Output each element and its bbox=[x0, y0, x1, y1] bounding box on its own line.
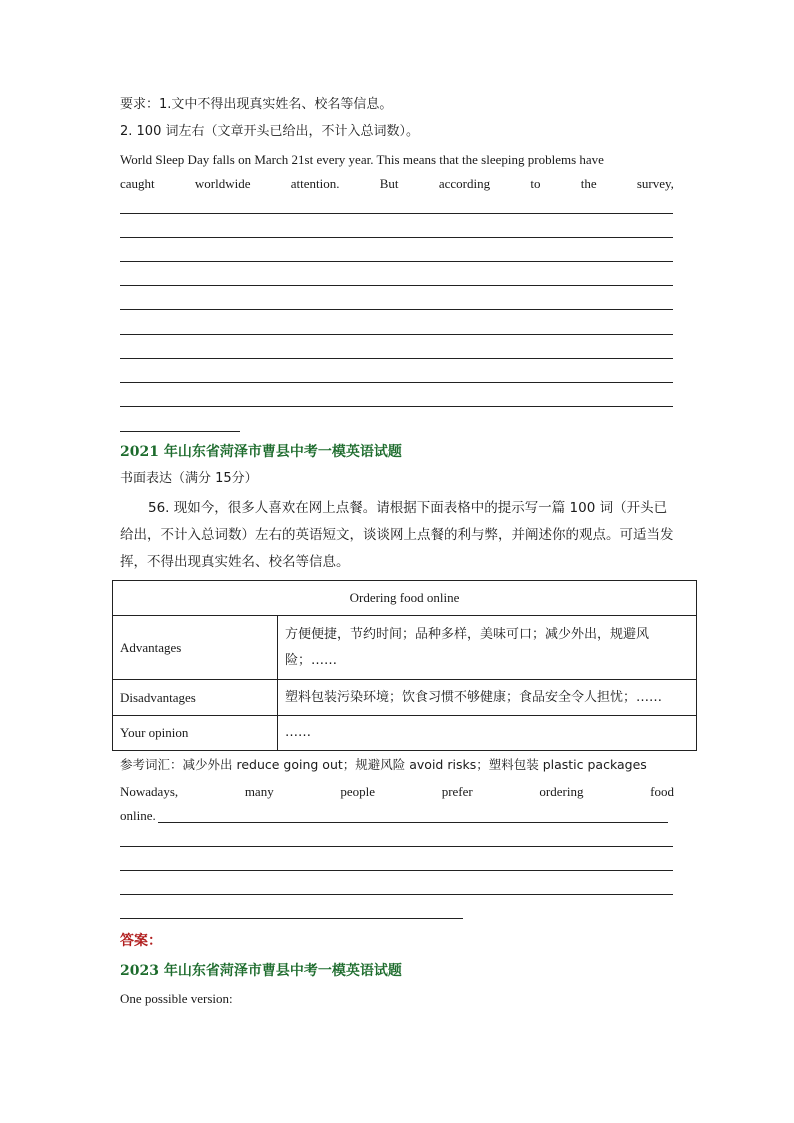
writing-line bbox=[120, 213, 673, 214]
opening-word: prefer bbox=[441, 784, 473, 799]
hint-table bbox=[112, 580, 697, 751]
requirement-line-2: 2. 100 词左右（文章开头已给出，不计入总词数）。 bbox=[120, 124, 419, 139]
writing-line bbox=[120, 309, 673, 310]
vocab-hint: 参考词汇：减少外出 reduce going out；规避风险 avoid risks；塑料包装 plastic packages bbox=[120, 757, 647, 772]
prompt-word: worldwide bbox=[194, 176, 251, 191]
prompt-word: survey, bbox=[636, 176, 674, 191]
opening-word: many bbox=[244, 784, 274, 799]
essay-opening-line-2: online. bbox=[120, 808, 156, 823]
writing-line bbox=[120, 894, 673, 895]
sample-intro: One possible version: bbox=[120, 991, 233, 1006]
writing-line bbox=[120, 285, 673, 286]
prompt-line-1: World Sleep Day falls on March 21st every year. This means that the sleeping problems have bbox=[120, 152, 604, 167]
prompt-word: But bbox=[379, 176, 399, 191]
section-heading-2021: 2021 年山东省菏泽市曹县中考一模英语试题 bbox=[120, 444, 402, 460]
opening-word: Nowadays, bbox=[120, 784, 179, 799]
score-note: 书面表达（满分 15分） bbox=[120, 471, 258, 486]
opening-word: food bbox=[650, 784, 674, 799]
writing-line bbox=[120, 870, 673, 871]
row-content-opinion: …… bbox=[278, 716, 697, 751]
writing-line bbox=[120, 406, 673, 407]
prompt-word: the bbox=[580, 176, 597, 191]
writing-line bbox=[158, 822, 668, 823]
essay-opening-line-1 bbox=[120, 784, 674, 800]
writing-line bbox=[120, 237, 673, 238]
requirement-line-1: 要求：1.文中不得出现真实姓名、校名等信息。 bbox=[120, 97, 393, 112]
row-content-advantages: 方便便捷，节约时间；品种多样，美味可口；减少外出，规避风险；…… bbox=[278, 616, 697, 680]
prompt-word: to bbox=[530, 176, 541, 191]
row-label-opinion: Your opinion bbox=[113, 716, 278, 751]
row-label-disadvantages: Disadvantages bbox=[113, 680, 278, 716]
prompt-word: attention. bbox=[290, 176, 340, 191]
writing-line bbox=[120, 382, 673, 383]
writing-line bbox=[120, 358, 673, 359]
writing-line bbox=[120, 846, 673, 847]
row-content-disadvantages: 塑料包装污染环境；饮食习惯不够健康；食品安全令人担忧；…… bbox=[278, 680, 697, 716]
writing-line bbox=[120, 334, 673, 335]
row-label-advantages: Advantages bbox=[113, 616, 278, 680]
writing-line-short bbox=[120, 431, 240, 432]
hint-table-title: Ordering food online bbox=[113, 581, 697, 616]
prompt-word: according bbox=[438, 176, 491, 191]
opening-word: ordering bbox=[539, 784, 584, 799]
task-instruction: 56. 现如今，很多人喜欢在网上点餐。请根据下面表格中的提示写一篇 100 词（开头已给出，不计入总词数）左右的英语短文，谈谈网上点餐的利与弊，并阐述你的观点。可适当发挥，不得出现真实姓名、校名等信息。 bbox=[120, 500, 674, 570]
writing-line bbox=[120, 261, 673, 262]
prompt-line-2 bbox=[120, 176, 674, 192]
writing-line-short bbox=[120, 918, 463, 919]
prompt-word: caught bbox=[120, 176, 155, 191]
answer-label: 答案： bbox=[120, 933, 162, 949]
opening-word: people bbox=[340, 784, 376, 799]
section-heading-2023: 2023 年山东省菏泽市曹县中考一模英语试题 bbox=[120, 963, 402, 979]
